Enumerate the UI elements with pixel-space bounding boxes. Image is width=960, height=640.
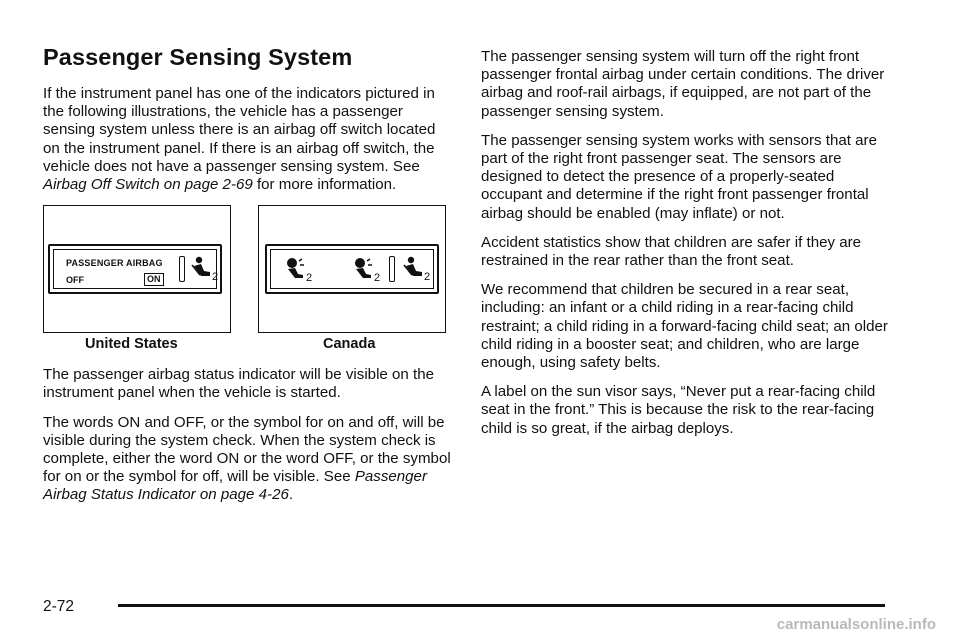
system-check-tail: . bbox=[288, 486, 294, 504]
canada-subscript-seat: 2 bbox=[424, 271, 431, 284]
page-title: Passenger Sensing System bbox=[43, 44, 353, 70]
right-column bbox=[481, 48, 899, 449]
intro-text: If the instrument panel has one of the indicators pictured in the following illustrations, the vehicle has a passenger sensing system unless there is an airbag off switch located on the instrument panel. If there is an airbag off switch, the vehicle does not have a passenger sensing system. See bbox=[43, 85, 436, 175]
right-paragraph-5: A label on the sun visor says, “Never put a rear-facing child seat in the front.” This is because the risk to the rear-facing child is so great, if the airbag deploys. bbox=[481, 383, 876, 437]
right-paragraph-4: We recommend that children be secured in a rear seat, including: an infant or a child riding in a rear-facing child restraint; a child riding in a forward-facing child seat; an older child riding in a booster seat; and children, who are large enough, using safety belts. bbox=[481, 281, 888, 372]
right-paragraph-3: Accident statistics show that children are safer if they are restrained in the rear rather than the front seat. bbox=[481, 233, 862, 270]
airbag-on-icon bbox=[283, 256, 315, 284]
off-label: OFF bbox=[66, 275, 84, 286]
seated-passenger-icon bbox=[400, 255, 432, 283]
canada-indicator-panel bbox=[265, 244, 439, 294]
on-label: ON bbox=[144, 273, 164, 286]
passenger-airbag-label: PASSENGER AIRBAG bbox=[66, 258, 163, 269]
left-column bbox=[43, 44, 455, 516]
us-subscript: 2 bbox=[212, 271, 218, 284]
intro-tail: for more information. bbox=[252, 176, 397, 194]
status-indicator-reference: Passenger Airbag Status Indicator on page 4-26 bbox=[43, 468, 427, 504]
page-number: 2-72 bbox=[43, 598, 75, 615]
indicator-figures bbox=[43, 205, 455, 355]
canada-subscript-off: 2 bbox=[374, 272, 381, 285]
canada-caption: Canada bbox=[323, 336, 376, 353]
right-paragraph-2: The passenger sensing system works with sensors that are part of the right front passenger seat. The sensors are designed to detect the presence of a properly-seated occupant and determine if the right front passenger frontal airbag should be enabled (may inflate) or not. bbox=[481, 131, 877, 222]
canada-indicator-figure bbox=[258, 205, 446, 333]
system-check-paragraph bbox=[43, 414, 455, 505]
status-indicator-paragraph: The passenger airbag status indicator will be visible on the instrument panel when the vehicle is started. bbox=[43, 366, 434, 402]
us-caption: United States bbox=[85, 336, 178, 353]
indicator-slot bbox=[179, 256, 185, 282]
us-panel-inner bbox=[53, 249, 217, 289]
canada-panel-inner bbox=[270, 249, 434, 289]
us-indicator-figure bbox=[43, 205, 231, 333]
seated-passenger-icon bbox=[188, 255, 218, 283]
system-check-text: The words ON and OFF, or the symbol for on and off, will be visible during the system check. When the system check is complete, either the word ON or the word OFF, or the symbol for on or the symbol for off, will be visible. See bbox=[43, 413, 451, 486]
canada-subscript-on: 2 bbox=[306, 272, 313, 285]
airbag-off-switch-reference: Airbag Off Switch on page 2-69 bbox=[43, 176, 253, 194]
footer-rule bbox=[118, 604, 885, 607]
indicator-slot bbox=[389, 256, 395, 282]
airbag-off-icon bbox=[351, 256, 383, 284]
watermark: carmanualsonline.info bbox=[776, 616, 936, 633]
us-indicator-panel bbox=[48, 244, 222, 294]
right-paragraph-1: The passenger sensing system will turn off the right front passenger frontal airbag under certain conditions. The driver airbag and roof-rail airbags, if equipped, are not part of the passenger sensing system. bbox=[481, 48, 885, 120]
intro-paragraph bbox=[43, 85, 455, 194]
